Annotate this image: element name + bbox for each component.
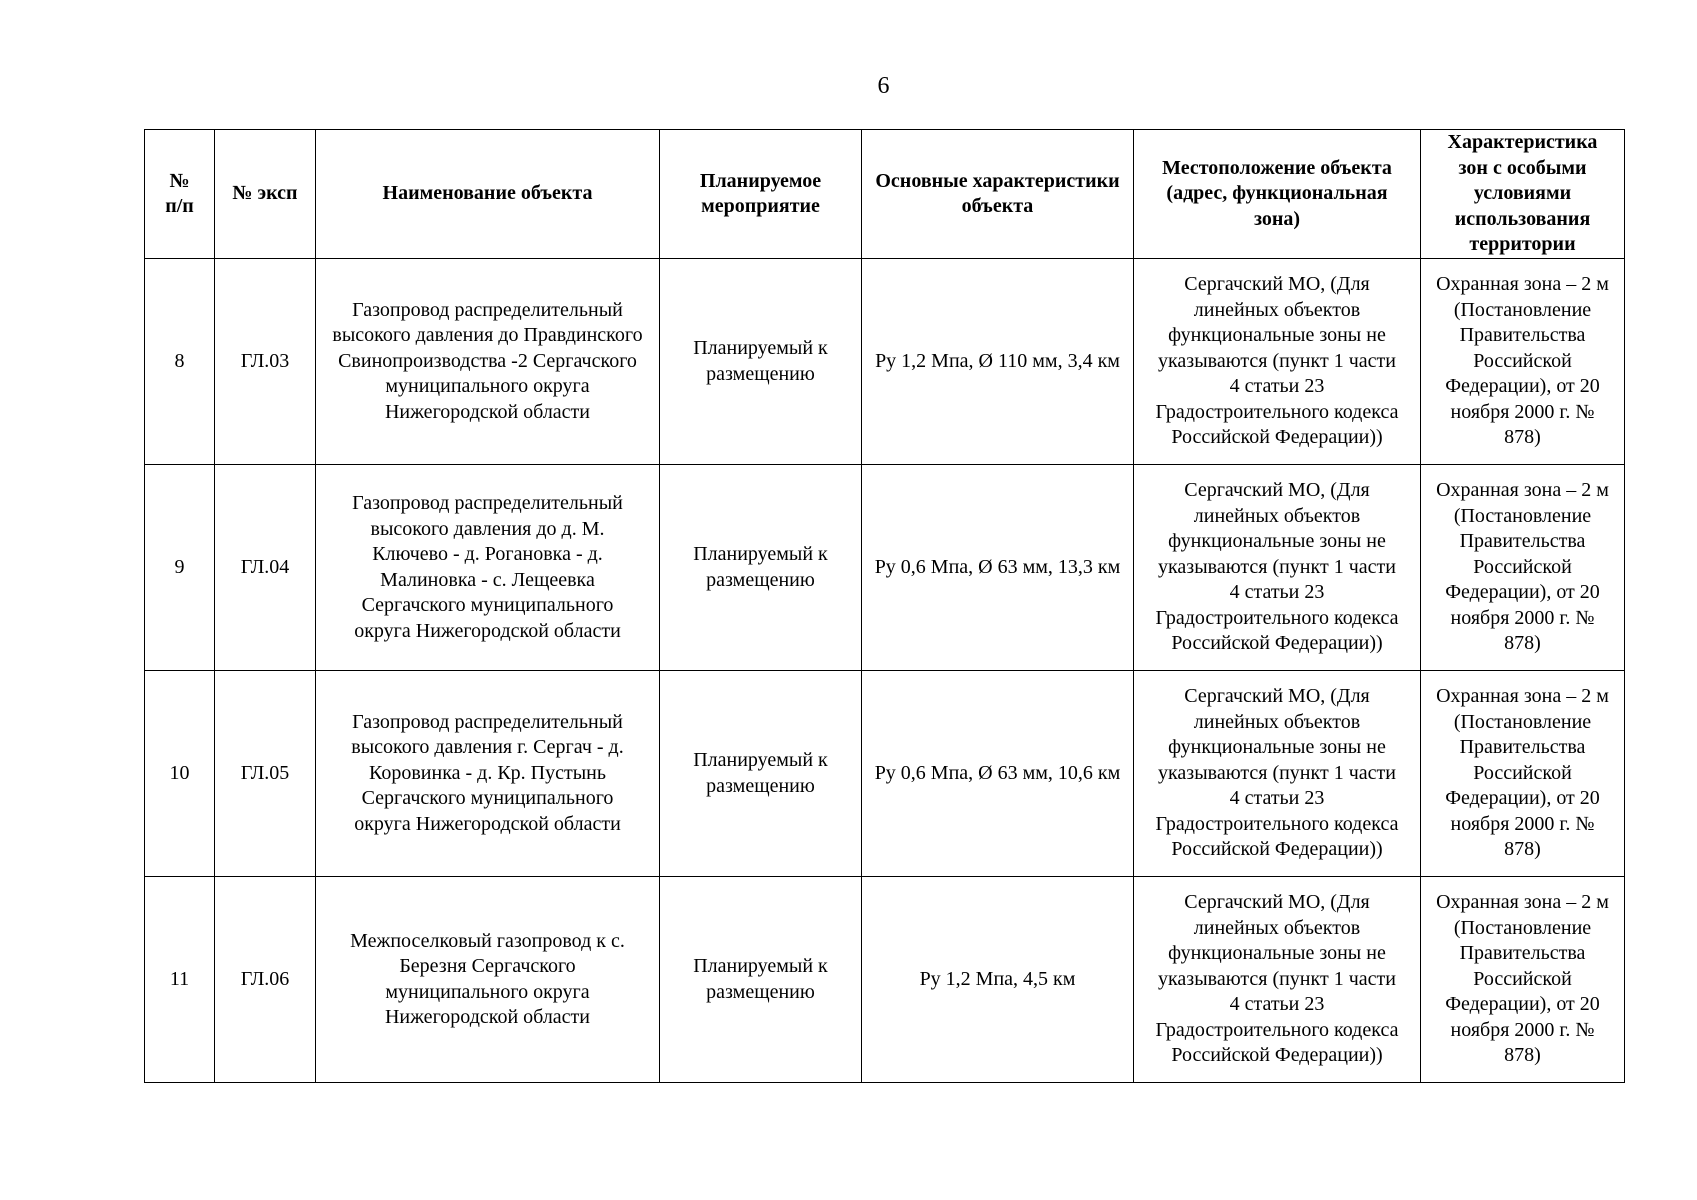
cell-characteristics: Ру 1,2 Мпа, 4,5 км xyxy=(862,877,1134,1083)
cell-action: Планируемый к размещению xyxy=(660,465,862,671)
cell-name: Газопровод распределительный высокого давления г. Сергач - д. Коровинка - д. Кр. Пустынь Сергачского муниципального округа Нижегородской области xyxy=(316,671,660,877)
cell-action: Планируемый к размещению xyxy=(660,671,862,877)
objects-table xyxy=(144,129,1625,1083)
header-zones: Характеристика зон с особыми условиями использования территории xyxy=(1421,130,1625,259)
cell-location: Сергачский МО, (Для линейных объектов функциональные зоны не указываются (пункт 1 части 4 статьи 23 Градостроительного кодекса Российской Федерации)) xyxy=(1134,465,1421,671)
cell-exp: ГЛ.06 xyxy=(215,877,316,1083)
cell-name: Межпоселковый газопровод к с. Березня Сергачского муниципального округа Нижегородской области xyxy=(316,877,660,1083)
cell-characteristics: Ру 1,2 Мпа, Ø 110 мм, 3,4 км xyxy=(862,259,1134,465)
cell-zones: Охранная зона – 2 м (Постановление Правительства Российской Федерации), от 20 ноября 2000 г. № 878) xyxy=(1421,259,1625,465)
header-name: Наименование объекта xyxy=(316,130,660,259)
cell-action: Планируемый к размещению xyxy=(660,877,862,1083)
cell-number: 9 xyxy=(145,465,215,671)
cell-characteristics: Ру 0,6 Мпа, Ø 63 мм, 10,6 км xyxy=(862,671,1134,877)
cell-characteristics: Ру 0,6 Мпа, Ø 63 мм, 13,3 км xyxy=(862,465,1134,671)
cell-zones: Охранная зона – 2 м (Постановление Правительства Российской Федерации), от 20 ноября 2000 г. № 878) xyxy=(1421,465,1625,671)
header-number: № п/п xyxy=(145,130,215,259)
table-header-row xyxy=(145,130,1625,259)
table-row xyxy=(145,671,1625,877)
cell-zones: Охранная зона – 2 м (Постановление Правительства Российской Федерации), от 20 ноября 2000 г. № 878) xyxy=(1421,671,1625,877)
cell-location: Сергачский МО, (Для линейных объектов функциональные зоны не указываются (пункт 1 части 4 статьи 23 Градостроительного кодекса Российской Федерации)) xyxy=(1134,259,1421,465)
cell-exp: ГЛ.04 xyxy=(215,465,316,671)
cell-exp: ГЛ.03 xyxy=(215,259,316,465)
cell-zones: Охранная зона – 2 м (Постановление Правительства Российской Федерации), от 20 ноября 2000 г. № 878) xyxy=(1421,877,1625,1083)
page-number: 6 xyxy=(877,73,890,99)
cell-location: Сергачский МО, (Для линейных объектов функциональные зоны не указываются (пункт 1 части 4 статьи 23 Градостроительного кодекса Российской Федерации)) xyxy=(1134,877,1421,1083)
table-row xyxy=(145,259,1625,465)
cell-number: 10 xyxy=(145,671,215,877)
cell-name: Газопровод распределительный высокого давления до Правдинского Свинопроизводства -2 Сергачского муниципального округа Нижегородской области xyxy=(316,259,660,465)
header-characteristics: Основные характеристики объекта xyxy=(862,130,1134,259)
cell-number: 11 xyxy=(145,877,215,1083)
cell-number: 8 xyxy=(145,259,215,465)
header-location: Местоположение объекта (адрес, функциональная зона) xyxy=(1134,130,1421,259)
cell-exp: ГЛ.05 xyxy=(215,671,316,877)
header-exp: № эксп xyxy=(215,130,316,259)
cell-name: Газопровод распределительный высокого давления до д. М. Ключево - д. Рогановка - д. Малиновка - с. Лещеевка Сергачского муниципального округа Нижегородской области xyxy=(316,465,660,671)
cell-action: Планируемый к размещению xyxy=(660,259,862,465)
header-action: Планируемое мероприятие xyxy=(660,130,862,259)
table-row xyxy=(145,465,1625,671)
cell-location: Сергачский МО, (Для линейных объектов функциональные зоны не указываются (пункт 1 части 4 статьи 23 Градостроительного кодекса Российской Федерации)) xyxy=(1134,671,1421,877)
table-row xyxy=(145,877,1625,1083)
